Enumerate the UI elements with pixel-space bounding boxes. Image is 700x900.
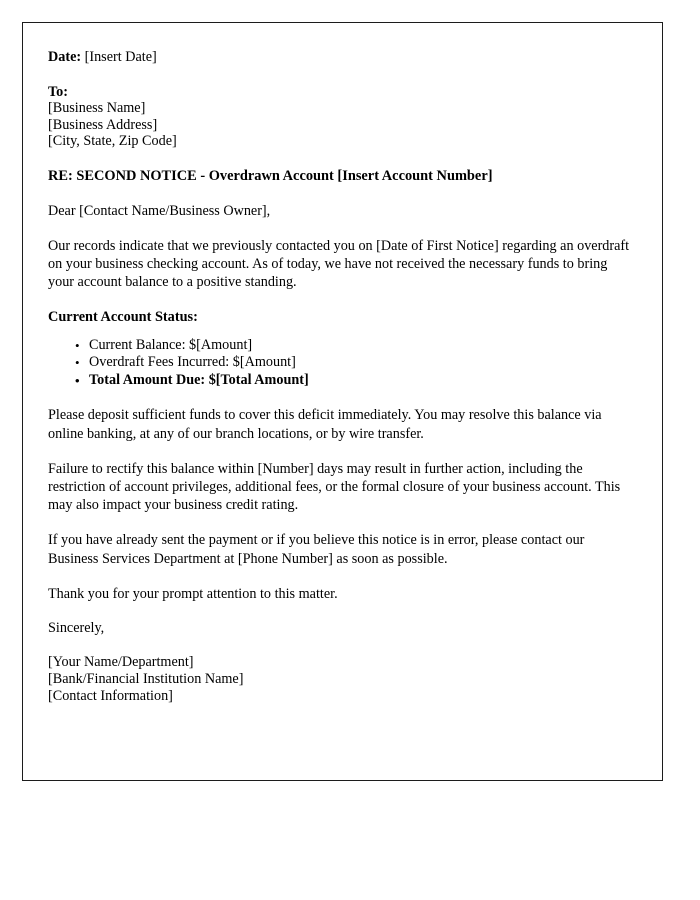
- recipient-block: [48, 84, 636, 150]
- signature-line-institution: [Bank/Financial Institution Name]: [48, 670, 244, 687]
- signature-line-contact: [Contact Information]: [48, 687, 173, 704]
- account-status-heading: Current Account Status:: [48, 308, 198, 325]
- account-status-list: [48, 337, 636, 390]
- consequences-paragraph: Failure to rectify this balance within [Number] days may result in further action, including the restriction of account privileges, additional fees, or the formal closure of your business account. This may also impact your business credit rating.: [48, 460, 621, 514]
- signature-line-name: [Your Name/Department]: [48, 653, 194, 670]
- signature-block: [48, 654, 636, 704]
- list-item: • Overdraft Fees Incurred: $[Amount]: [89, 354, 636, 372]
- date-line: [48, 49, 636, 66]
- list-item: • Current Balance: $[Amount]: [89, 337, 636, 355]
- recipient-line-business-name: [Business Name]: [48, 100, 146, 117]
- recipient-label: To:: [48, 83, 68, 100]
- deposit-instructions-paragraph: Please deposit sufficient funds to cover this deficit immediately. You may resolve this balance via online banking, at any of our branch locations, or by wire transfer.: [48, 407, 602, 442]
- recipient-line-city-state-zip: [City, State, Zip Code]: [48, 133, 177, 150]
- date-label: Date:: [48, 49, 82, 65]
- recipient-line-business-address: [Business Address]: [48, 116, 158, 133]
- letter-page-frame: [22, 22, 663, 781]
- list-item: • Total Amount Due: $[Total Amount]: [89, 372, 636, 390]
- subject-line: RE: SECOND NOTICE - Overdrawn Account [Insert Account Number]: [48, 167, 493, 184]
- thank-you-paragraph: Thank you for your prompt attention to this matter.: [48, 585, 338, 602]
- date-value: [Insert Date]: [84, 49, 157, 65]
- letter-content: [23, 23, 662, 704]
- intro-paragraph: Our records indicate that we previously contacted you on [Date of First Notice] regarding an overdraft on your business checking account. As of today, we have not received the necessary funds to bring your account balance to a positive standing.: [48, 237, 630, 291]
- contact-paragraph: If you have already sent the payment or if you believe this notice is in error, please contact our Business Services Department at [Phone Number] as soon as possible.: [48, 532, 585, 567]
- closing-line: Sincerely,: [48, 619, 105, 636]
- salutation: Dear [Contact Name/Business Owner],: [48, 202, 271, 219]
